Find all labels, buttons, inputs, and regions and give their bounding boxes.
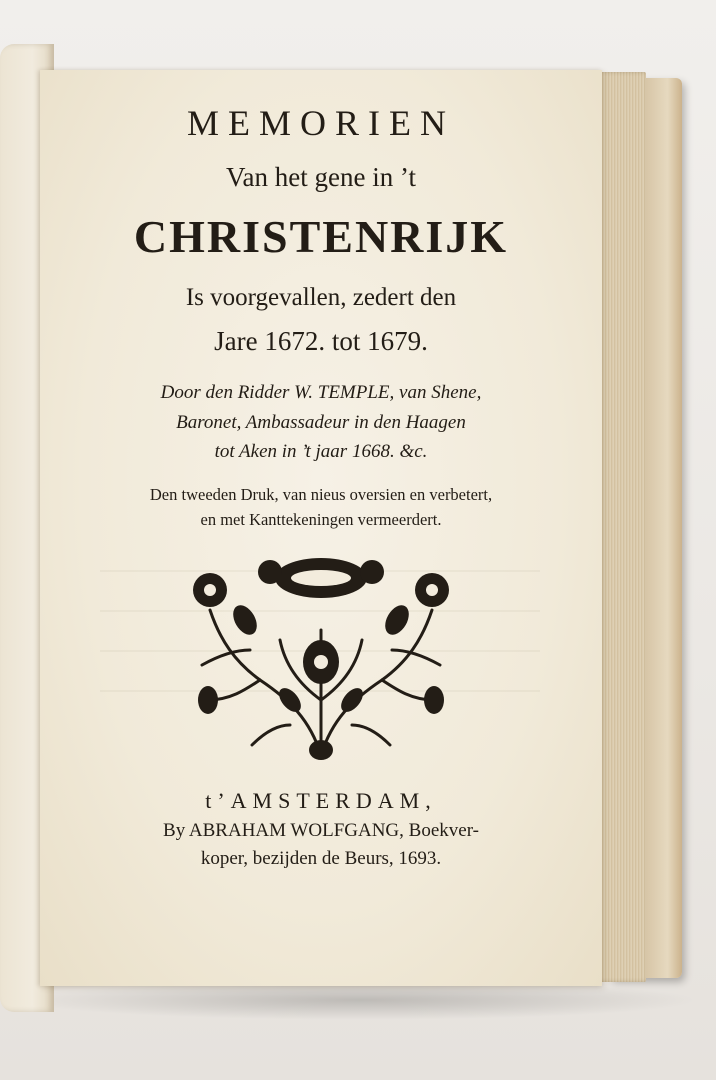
title-page bbox=[40, 70, 602, 986]
author-line-2: Baronet, Ambassadeur in den Haagen bbox=[176, 412, 466, 433]
author-line-3: tot Aken in ’t jaar 1668. &c. bbox=[214, 441, 428, 462]
subtitle-van-het-gene: Van het gene in ’t bbox=[226, 162, 416, 192]
subtitle-is-voorgevallen: Is voorgevallen, zedert den bbox=[185, 284, 457, 311]
imprint-publisher-line-2: koper, bezijden de Beurs, 1693. bbox=[200, 848, 442, 869]
imprint-city: t’AMSTERDAM, bbox=[205, 788, 437, 813]
title-christenrijk: CHRISTENRIJK bbox=[133, 211, 509, 262]
floral-woodcut-ornament-icon bbox=[190, 550, 452, 762]
book-shadow bbox=[20, 980, 700, 1020]
imprint-publisher-line-1: By ABRAHAM WOLFGANG, Boekver- bbox=[163, 820, 479, 841]
title-memorien: MEMORIEN bbox=[187, 103, 455, 143]
edition-line-2: en met Kanttekeningen vermeerdert. bbox=[200, 510, 442, 529]
edition-line-1: Den tweeden Druk, van nieus oversien en verbetert, bbox=[149, 485, 493, 504]
author-line-1: Door den Ridder W. TEMPLE, van Shene, bbox=[160, 382, 482, 403]
subtitle-date-range: Jare 1672. tot 1679. bbox=[214, 326, 428, 356]
page-edges bbox=[596, 72, 646, 982]
